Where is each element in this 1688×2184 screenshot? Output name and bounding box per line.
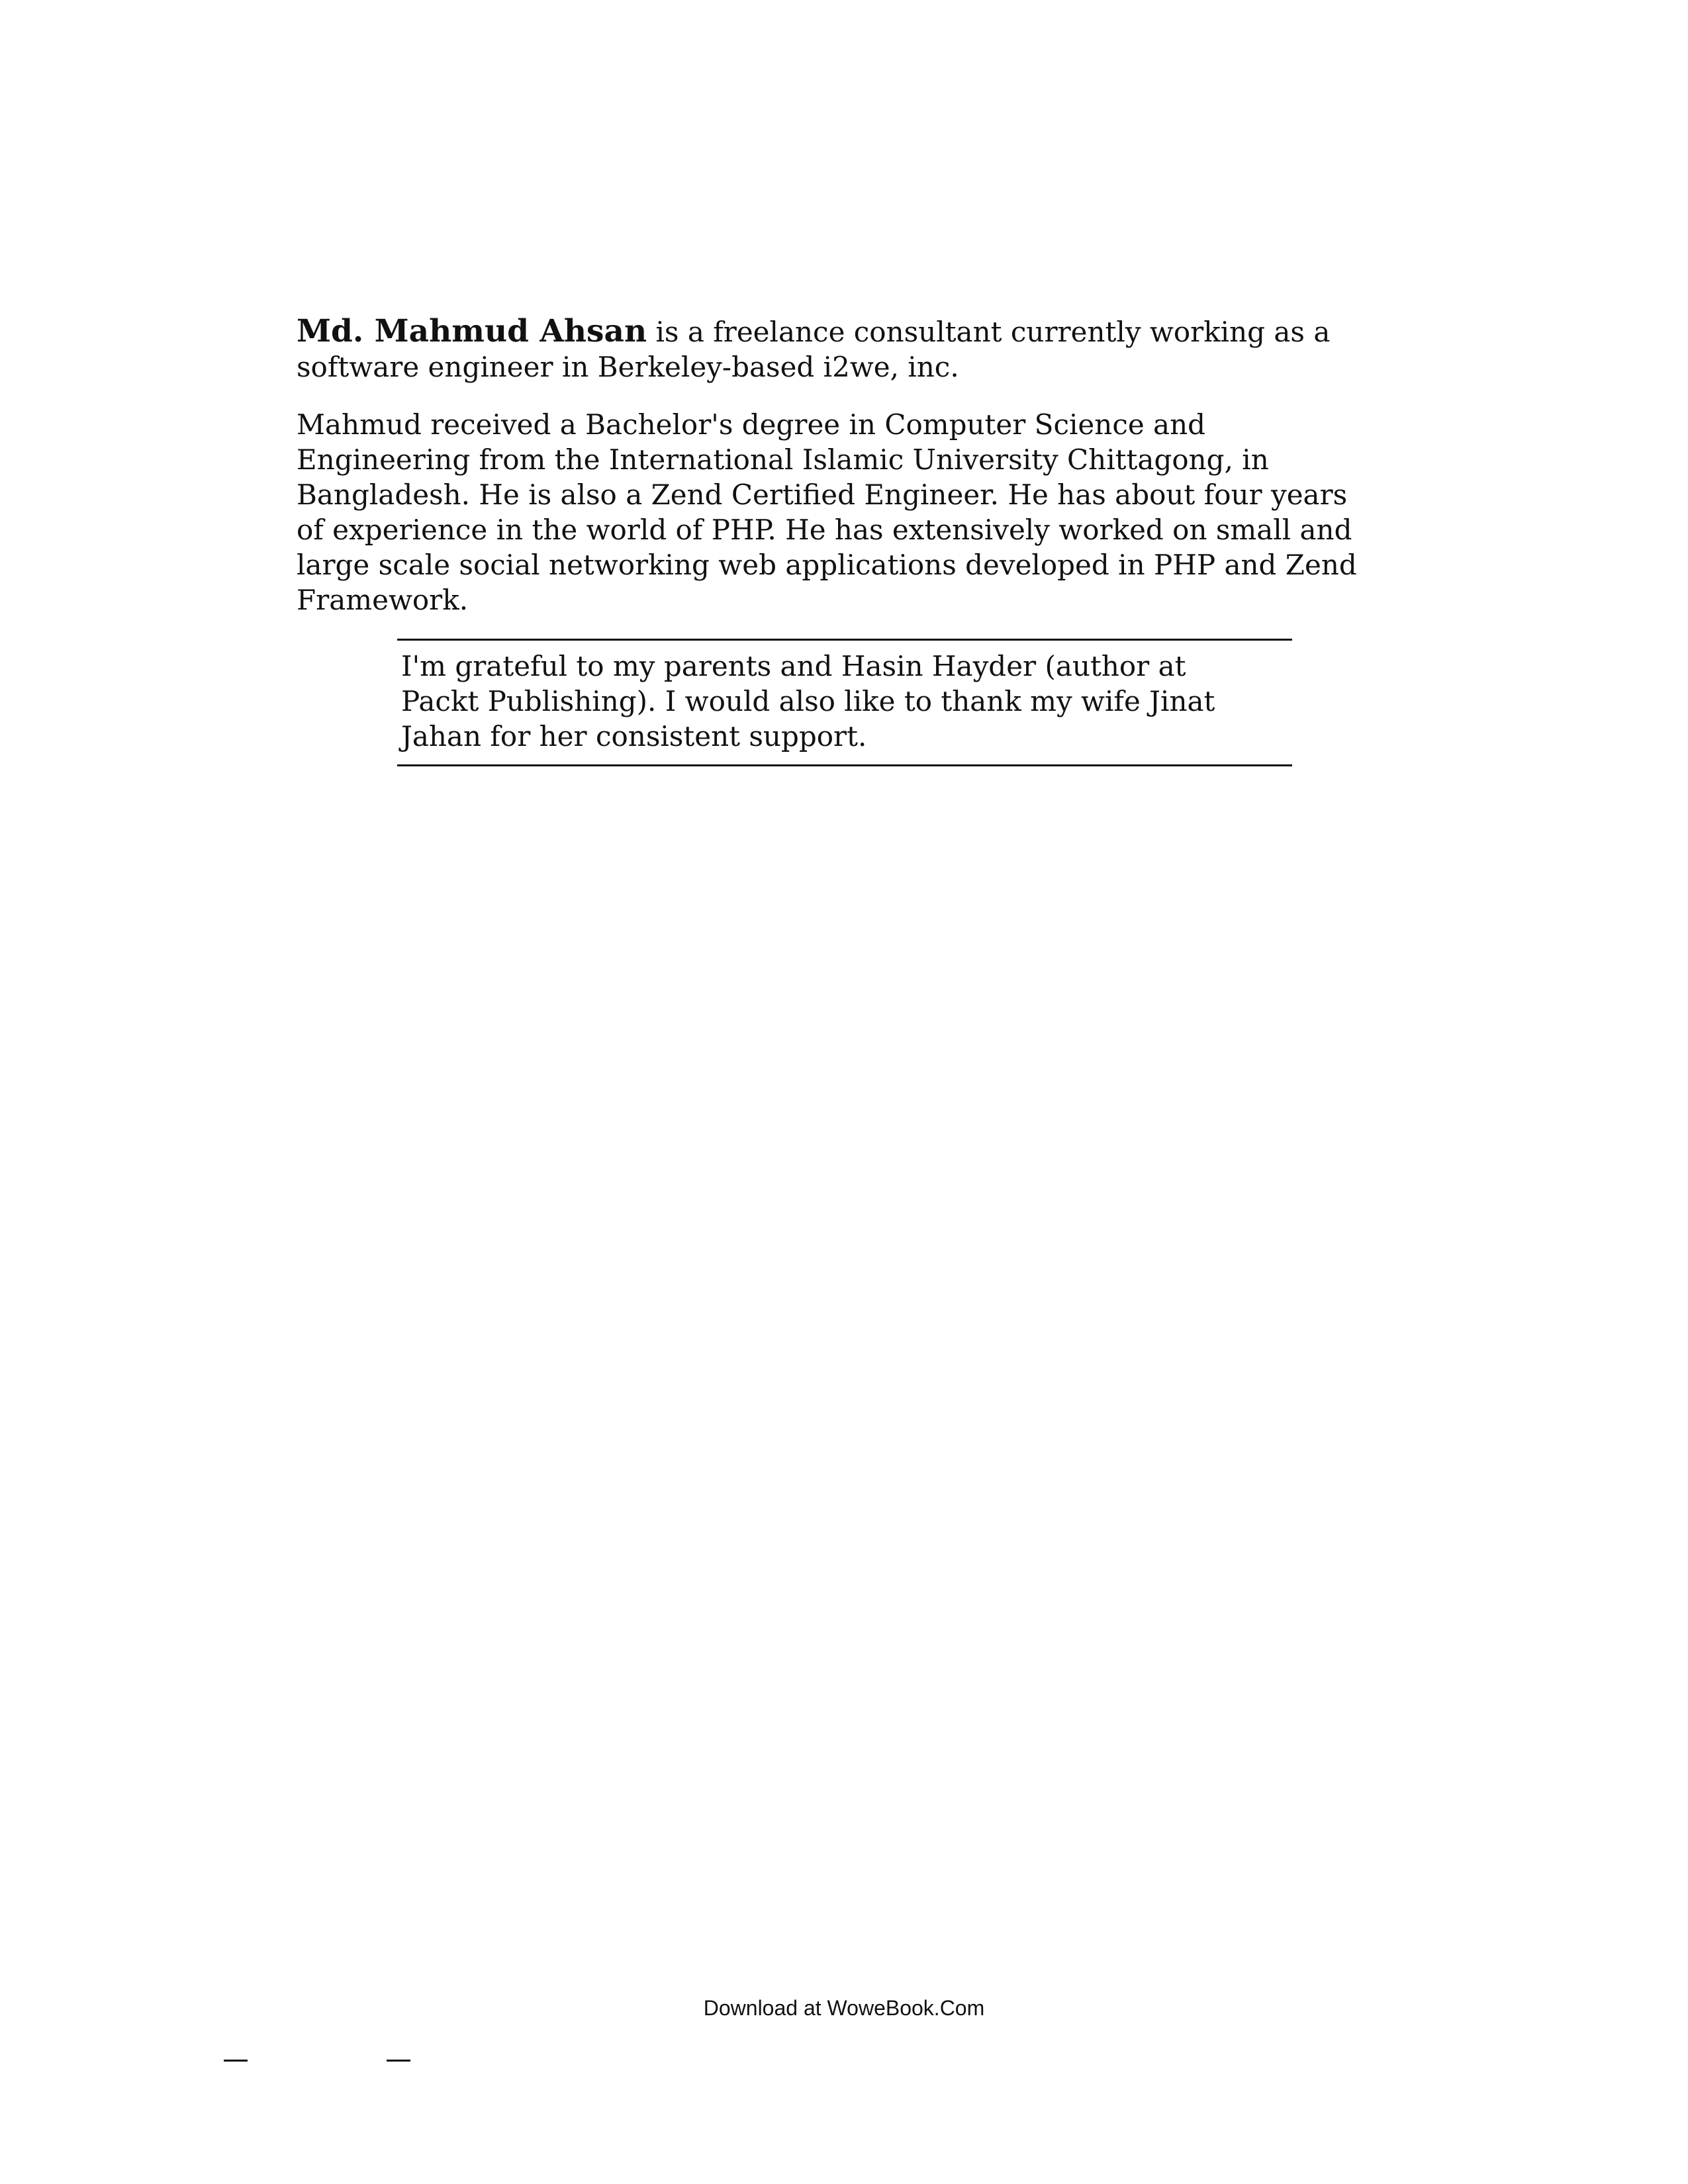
bio-intro-paragraph	[297, 314, 1382, 385]
acknowledgement-text: I'm grateful to my parents and Hasin Hayder (author at Packt Publishing). I would also like to thank my wife Jinat Jahan for her consistent support.	[401, 650, 1215, 752]
crop-mark-left	[224, 2060, 248, 2062]
bio-education-paragraph: Mahmud received a Bachelor's degree in Computer Science and Engineering from the International Islamic University Chittagong, in Bangladesh. He is also a Zend Certified Engineer. He has about four years of experience in the world of PHP. He has extensively worked on small and large scale social networking web applications developed in PHP and Zend Framework.	[297, 408, 1357, 616]
author-name: Md. Mahmud Ahsan	[297, 313, 647, 349]
acknowledgement-box	[397, 639, 1292, 766]
download-note: Download at WoweBook.Com	[703, 1996, 985, 2020]
author-bio	[297, 314, 1382, 640]
crop-mark-right	[387, 2060, 410, 2062]
bio-intro-text: is a freelance consultant currently working as a software engineer in Berkeley-based i2we, inc.	[297, 316, 1331, 383]
